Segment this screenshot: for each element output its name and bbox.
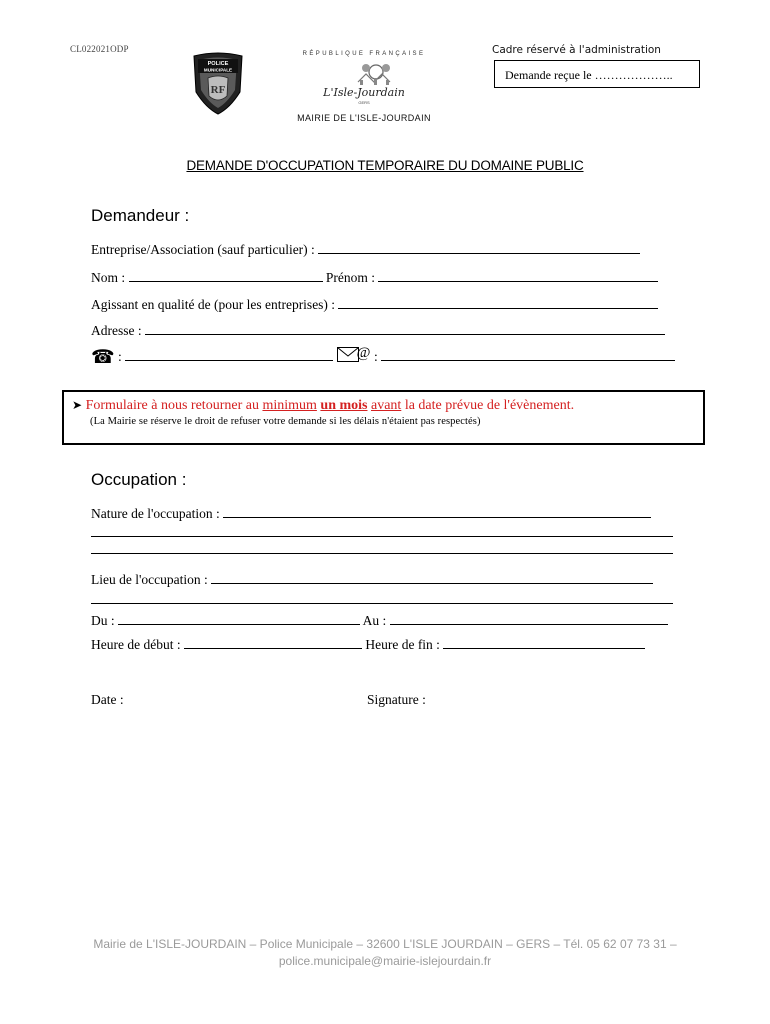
nature-extra-line-2[interactable] <box>91 553 673 554</box>
du-label: Du : <box>91 613 115 628</box>
notice-sub-text: (La Mairie se réserve le droit de refuser votre demande si les délais n'étaient pas respectés) <box>90 416 481 427</box>
admin-box-received-text: Demande reçue le ……………….. <box>505 68 673 82</box>
arrow-right-icon: ➤ <box>72 398 83 412</box>
nature-label: Nature de l'occupation : <box>91 506 220 521</box>
lieu-extra-line[interactable] <box>91 603 673 604</box>
date-label: Date : <box>91 692 124 707</box>
svg-text:RF: RF <box>210 84 226 96</box>
lieu-label: Lieu de l'occupation : <box>91 572 208 587</box>
nature-extra-line-1[interactable] <box>91 536 673 537</box>
entreprise-field[interactable] <box>318 242 640 254</box>
du-field[interactable] <box>118 613 360 625</box>
nature-field[interactable] <box>223 506 651 518</box>
entreprise-label: Entreprise/Association (sauf particulier) : <box>91 242 315 257</box>
nature-row <box>91 506 651 522</box>
adresse-label: Adresse : <box>91 323 142 338</box>
email-label: : <box>373 349 378 364</box>
nom-field[interactable] <box>129 270 323 282</box>
prenom-label: Prénom : <box>325 270 376 285</box>
police-municipale-badge-logo <box>190 52 246 116</box>
footer-email: police.municipale@mairie-islejourdain.fr <box>278 954 492 968</box>
prenom-field[interactable] <box>378 270 658 282</box>
telephone-icon: ☎ <box>91 346 115 368</box>
heure-fin-label: Heure de fin : <box>365 637 440 652</box>
telephone-field[interactable] <box>125 349 333 361</box>
mairie-label: MAIRIE DE L'ISLE-JOURDAIN <box>297 113 431 123</box>
adresse-field[interactable] <box>145 323 665 335</box>
nom-label: Nom : <box>91 270 126 285</box>
adresse-row <box>91 323 665 339</box>
logo-script-text: L'Isle-Jourdain <box>323 86 405 99</box>
demandeur-heading: Demandeur : <box>91 206 190 225</box>
svg-text:MUNICIPALE: MUNICIPALE <box>203 67 233 73</box>
heure-fin-field[interactable] <box>443 637 645 649</box>
page-title: DEMANDE D'OCCUPATION TEMPORAIRE DU DOMAINE PUBLIC <box>186 158 584 173</box>
page-footer <box>40 936 730 970</box>
admin-box-label: Cadre réservé à l'administration <box>492 44 661 56</box>
signature-label: Signature : <box>367 692 426 707</box>
qualite-label: Agissant en qualité de (pour les entreprises) : <box>91 297 336 312</box>
qualite-field[interactable] <box>338 297 658 309</box>
dates-row <box>91 613 668 629</box>
heure-debut-field[interactable] <box>184 637 362 649</box>
lieu-field[interactable] <box>211 572 653 584</box>
footer-address: Mairie de L'ISLE-JOURDAIN – Police Municipale – 32600 L'ISLE JOURDAIN – GERS – Tél. 05 62 07 73 31 – <box>93 937 677 951</box>
svg-text:GERS: GERS <box>358 100 370 105</box>
document-reference-code: CL022021ODP <box>70 44 129 54</box>
badge-text: POLICE <box>207 61 229 67</box>
lieu-row <box>91 572 653 588</box>
republique-francaise-label: RÉPUBLIQUE FRANÇAISE <box>302 51 426 57</box>
entreprise-row <box>91 242 640 258</box>
telephone-label: : <box>118 349 122 364</box>
heures-row <box>91 637 645 653</box>
email-icon: @ <box>337 347 371 363</box>
heure-debut-label: Heure de début : <box>91 637 181 652</box>
notice-main-text: ➤ Formulaire à nous retourner au minimum un mois avant la date prévue de l'évènement. <box>72 398 575 413</box>
qualite-row <box>91 297 658 313</box>
occupation-heading: Occupation : <box>91 470 187 489</box>
au-label: Au : <box>362 613 387 628</box>
nom-row <box>91 270 658 286</box>
contact-row <box>91 344 675 366</box>
email-field[interactable] <box>381 349 675 361</box>
isle-jourdain-town-logo <box>318 58 410 106</box>
au-field[interactable] <box>390 613 668 625</box>
